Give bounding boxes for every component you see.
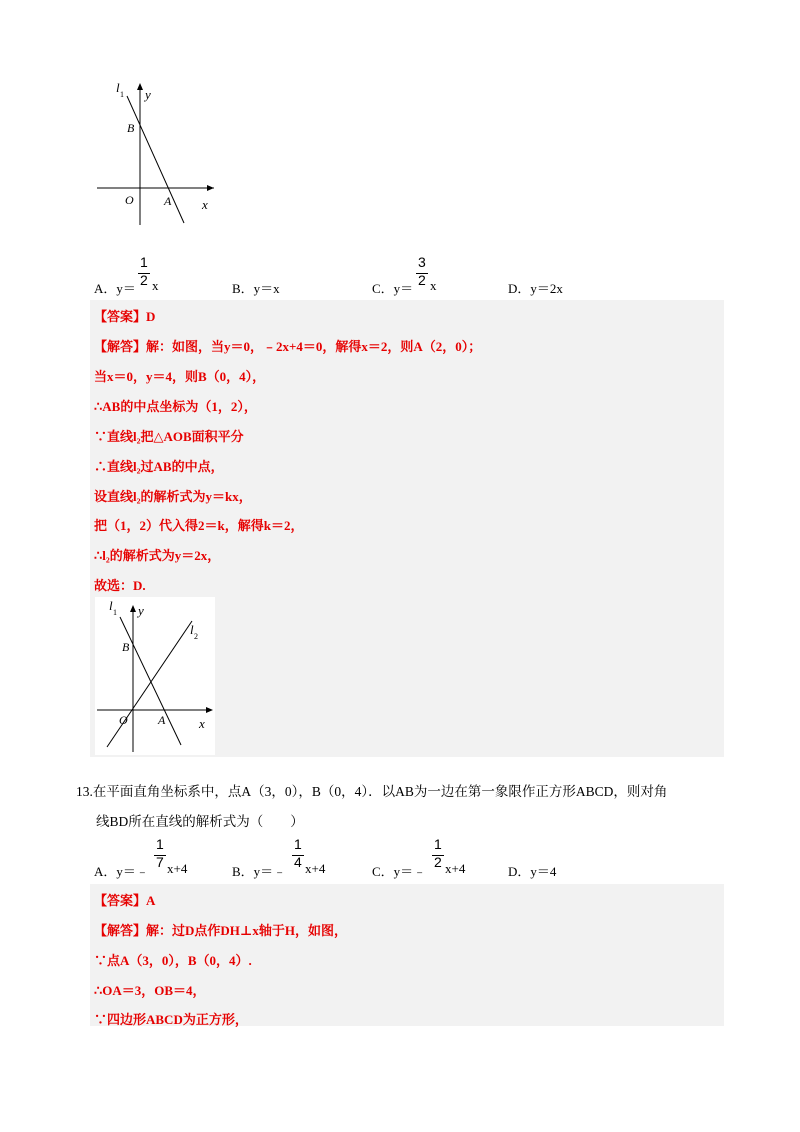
- ans12-line-1: 【答案】D: [94, 309, 156, 324]
- q12-option-b[interactable]: B．y＝x: [232, 281, 280, 296]
- ans12-line-10: 故选：D.: [94, 578, 146, 593]
- q13-option-b-suffix: x+4: [305, 861, 326, 876]
- q12-option-c-numerator: 3: [418, 254, 426, 270]
- fig2-label-l1: l: [109, 598, 113, 613]
- q13-option-b-prefix: B．y＝﹣: [232, 864, 287, 879]
- ans13-line-3: ∵点A（3，0），B（0，4）.: [94, 953, 252, 968]
- q12-option-a-denominator: 2: [140, 272, 148, 288]
- q13-option-b[interactable]: [232, 836, 352, 878]
- ans12-line-3: 当x＝0，y＝4，则B（0，4），: [94, 369, 266, 384]
- fig2-label-B: B: [122, 640, 130, 654]
- ans12-line-9: ∴l₂的解析式为y＝2x，: [94, 548, 221, 563]
- fig2-label-A: A: [158, 713, 166, 727]
- q13-option-c[interactable]: [372, 836, 492, 878]
- q13-option-a-numerator: 1: [156, 836, 164, 852]
- q13-option-b-numerator: 1: [294, 836, 302, 852]
- q13-option-a-suffix: x+4: [167, 861, 188, 876]
- q12-option-a-suffix: x: [152, 278, 159, 293]
- label-O: O: [125, 193, 134, 207]
- label-A: A: [164, 194, 172, 208]
- q12-option-a[interactable]: [94, 254, 184, 296]
- q12-option-c-prefix: C．y＝: [372, 281, 414, 296]
- ans12-line-2: 【解答】解：如图，当y＝0，﹣2x+4＝0，解得x＝2，则A（2，0）；: [94, 339, 482, 354]
- q13-stem-line-1: 13.在平面直角坐标系中，点A（3，0），B（0，4）．以AB为一边在第一象限作正方形ABCD，则对角: [76, 784, 668, 799]
- q12-option-c-suffix: x: [430, 278, 437, 293]
- ans12-line-8: 把（1，2）代入得2＝k，解得k＝2，: [94, 518, 304, 533]
- ans12-line-5: ∵直线l₂把△AOB面积平分: [94, 429, 244, 444]
- q13-option-c-denominator: 2: [434, 854, 442, 870]
- label-l1-sub: 1: [120, 90, 124, 99]
- label-x: x: [202, 197, 208, 212]
- q13-option-a-denominator: 7: [156, 854, 164, 870]
- q13-option-b-denominator: 4: [294, 854, 302, 870]
- q12-option-d[interactable]: D．y＝2x: [508, 281, 563, 296]
- ans12-line-7: 设直线l₂的解析式为y＝kx，: [94, 489, 252, 504]
- fig2-label-l2-sub: 2: [194, 632, 198, 641]
- label-l1: l: [116, 80, 120, 95]
- ans12-line-4: ∴AB的中点坐标为（1，2），: [94, 399, 257, 414]
- q13-option-a-prefix: A．y＝﹣: [94, 864, 149, 879]
- q12-option-a-numerator: 1: [140, 254, 148, 270]
- figure-lines-l1-l2-graph: [95, 597, 215, 755]
- figure-line-l1-graph: [92, 75, 232, 230]
- q12-option-c[interactable]: [372, 254, 462, 296]
- fig2-label-x: x: [199, 716, 205, 731]
- label-y: y: [145, 87, 151, 102]
- fig2-label-l1-sub: 1: [113, 608, 117, 617]
- label-B: B: [127, 121, 135, 135]
- ans12-line-6: ∴直线l₂过AB的中点，: [94, 459, 224, 474]
- ans13-line-4: ∴OA＝3，OB＝4，: [94, 983, 206, 998]
- q13-option-d[interactable]: D．y＝4: [508, 864, 557, 879]
- q13-option-c-suffix: x+4: [445, 861, 466, 876]
- ans13-line-5: ∵四边形ABCD为正方形，: [94, 1012, 248, 1027]
- fig2-label-y: y: [138, 603, 144, 618]
- fig2-label-l2: l: [190, 622, 194, 637]
- q12-option-c-denominator: 2: [418, 272, 426, 288]
- q13-stem-line-2: 线BD所在直线的解析式为（ ）: [96, 814, 304, 829]
- q13-option-c-prefix: C．y＝﹣: [372, 864, 427, 879]
- fig2-label-O: O: [119, 713, 128, 727]
- q13-option-c-numerator: 1: [434, 836, 442, 852]
- q12-option-a-prefix: A．y＝: [94, 281, 136, 296]
- ans13-line-1: 【答案】A: [94, 893, 156, 908]
- q13-option-a[interactable]: [94, 836, 214, 878]
- ans13-line-2: 【解答】解：过D点作DH⊥x轴于H，如图，: [94, 923, 347, 938]
